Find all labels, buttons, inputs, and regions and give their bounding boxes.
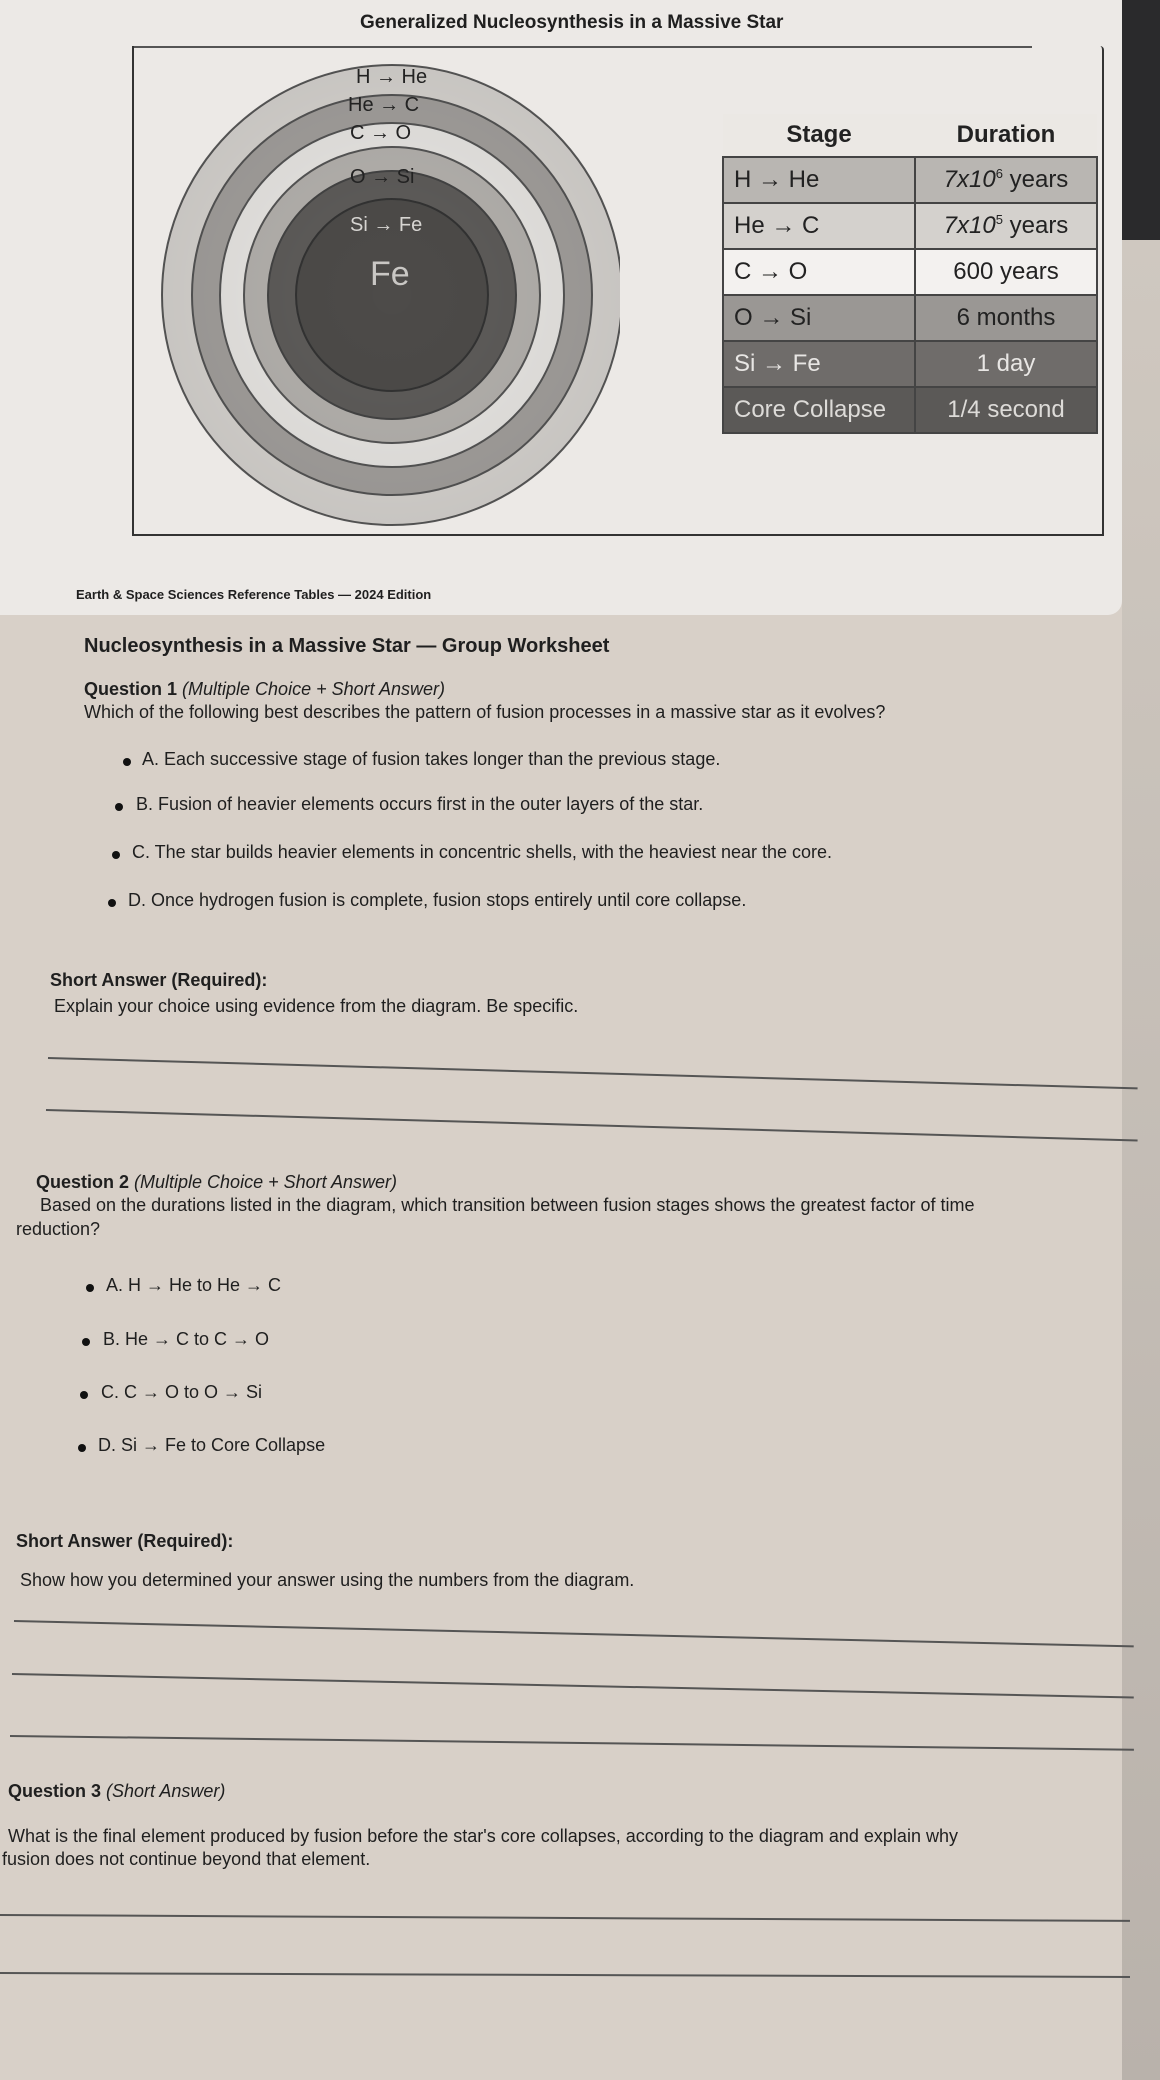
stage-header: Stage	[723, 114, 915, 157]
question-1-heading: Question 1 (Multiple Choice + Short Answer)	[84, 679, 445, 699]
bullet-icon	[115, 803, 123, 811]
background-edge	[1122, 0, 1160, 240]
q1-answer-line-1[interactable]	[48, 1057, 1138, 1089]
duration-cell: 6 months	[915, 295, 1097, 341]
q1-short-answer-title: Short Answer (Required):	[50, 970, 268, 990]
reference-footer: Earth & Space Sciences Reference Tables — 2024 Edition	[76, 587, 432, 602]
q2-option-d[interactable]: D. Si → Fe to Core Collapse	[98, 1435, 326, 1455]
duration-cell: $7x10^5$ years	[915, 203, 1097, 249]
bullet-icon	[123, 758, 131, 766]
stage-cell: Si → Fe	[723, 341, 915, 387]
q2-option-b[interactable]: B. He → C to C → O	[103, 1329, 270, 1349]
q1-option-c[interactable]: C. The star builds heavier elements in concentric shells, with the heaviest near the core.	[132, 842, 833, 862]
duration-cell: 1 day	[915, 341, 1097, 387]
table-row	[723, 295, 1097, 341]
q1-option-b[interactable]: B. Fusion of heavier elements occurs first in the outer layers of the star.	[136, 794, 704, 814]
question-3-text-line-1: What is the final element produced by fusion before the star's core collapses, according to the diagram and explain why	[8, 1826, 958, 1846]
bullet-icon	[78, 1444, 86, 1452]
table-row	[723, 249, 1097, 295]
q3-answer-line-2[interactable]	[0, 1972, 1130, 1977]
q1-option-d[interactable]: D. Once hydrogen fusion is complete, fusion stops entirely until core collapse.	[128, 890, 747, 910]
worksheet-title: Nucleosynthesis in a Massive Star — Group Worksheet	[84, 635, 610, 657]
duration-cell: $7x10^6$ years	[915, 157, 1097, 203]
onion-shell-diagram	[160, 55, 620, 535]
bullet-icon	[82, 1338, 90, 1346]
shell-label: Si → Fe	[350, 214, 423, 236]
q1-answer-line-2[interactable]	[46, 1109, 1138, 1141]
stage-cell: H → He	[723, 157, 915, 203]
stage-duration-table	[722, 114, 1098, 434]
question-2-text-line-2: reduction?	[16, 1219, 101, 1239]
q2-option-c[interactable]: C. C → O to O → Si	[101, 1382, 263, 1402]
q2-answer-line-3[interactable]	[10, 1735, 1134, 1750]
q2-answer-line-1[interactable]	[14, 1620, 1134, 1647]
q1-option-a[interactable]: A. Each successive stage of fusion takes longer than the previous stage.	[142, 749, 721, 769]
duration-cell: 600 years	[915, 249, 1097, 295]
question-1-text: Which of the following best describes the pattern of fusion processes in a massive star as it evolves?	[84, 702, 886, 722]
stage-cell: O → Si	[723, 295, 915, 341]
background-shade	[1122, 240, 1160, 2080]
q2-option-a[interactable]: A. H → He to He → C	[106, 1275, 282, 1295]
worksheet	[0, 615, 1122, 2080]
duration-header: Duration	[915, 114, 1097, 157]
core-label: Fe	[370, 255, 410, 293]
shell-label: He → C	[348, 94, 420, 116]
bullet-icon	[108, 899, 116, 907]
shell-label: O → Si	[350, 166, 415, 188]
shell-label: C → O	[350, 122, 412, 144]
shell-label: H → He	[356, 66, 428, 88]
table-row	[723, 341, 1097, 387]
question-2-text-line-1: Based on the durations listed in the diagram, which transition between fusion stages shows the greatest factor of time	[40, 1195, 975, 1215]
question-3-text-line-2: fusion does not continue beyond that element.	[2, 1849, 371, 1869]
bullet-icon	[112, 851, 120, 859]
table-row	[723, 157, 1097, 203]
q3-answer-line-1[interactable]	[0, 1914, 1130, 1921]
reference-page	[0, 0, 1122, 615]
stage-cell: C → O	[723, 249, 915, 295]
q2-answer-line-2[interactable]	[12, 1673, 1134, 1698]
question-2-heading: Question 2 (Multiple Choice + Short Answer)	[36, 1172, 397, 1192]
table-row	[723, 203, 1097, 249]
bullet-icon	[80, 1391, 88, 1399]
table-row	[723, 387, 1097, 433]
stage-cell: He → C	[723, 203, 915, 249]
stage-cell: Core Collapse	[723, 387, 915, 433]
question-3-heading: Question 3 (Short Answer)	[8, 1781, 226, 1801]
duration-cell: 1/4 second	[915, 387, 1097, 433]
bullet-icon	[86, 1284, 94, 1292]
q1-short-answer-prompt: Explain your choice using evidence from the diagram. Be specific.	[54, 996, 579, 1016]
q2-short-answer-prompt: Show how you determined your answer using the numbers from the diagram.	[20, 1570, 635, 1590]
q2-short-answer-title: Short Answer (Required):	[16, 1531, 234, 1551]
diagram-title: Generalized Nucleosynthesis in a Massive Star	[360, 12, 784, 33]
